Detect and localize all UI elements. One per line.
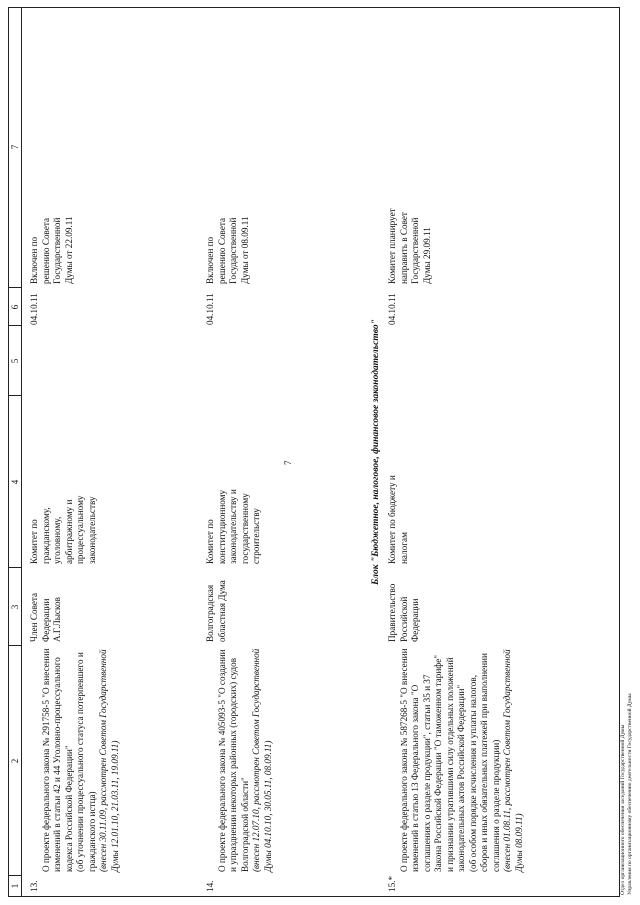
review-date: 04.10.11 — [205, 293, 215, 325]
bill-note: (внесен 30.11.09, рассмотрен Советом Государственной Думы 12.01.10, 21.03.11, 19.09.11) — [98, 649, 120, 872]
bill-title — [205, 648, 274, 872]
responsible-committee: Комитет по гражданскому, уголовному, арбитражному и процессуальному законодательству — [29, 495, 97, 564]
column-divider — [9, 325, 21, 326]
page-number: 7 — [283, 460, 293, 465]
column-divider — [9, 287, 21, 288]
column-divider — [9, 395, 21, 396]
column-header-1: 1 — [10, 883, 20, 889]
bill-title-text: О проекте федерального закона № 587268-5 "О внесении изменений в статью 13 Федерального закона "О соглашениях о разделе продукции", статьи 35 и 37 Закона Российской Федерации "О таможенном тарифе" и признании утратившими силу отдельных положений законодательных актов Российской Федерации" (об особом порядке исчисления и уплаты налогов, сборов и иных обязательных платежей при выполнении соглашения о разделе продукции) — [398, 648, 501, 872]
column-header-2: 2 — [10, 758, 20, 764]
column-header-7: 7 — [10, 144, 20, 150]
review-date: 04.10.11 — [387, 293, 397, 325]
row-number: 15.* — [387, 875, 397, 892]
status-note: Комитет планирует направить в Совет Государственной Думы 29.09.11 — [387, 208, 432, 284]
responsible-committee: Комитет по конституционному законодательству и государственному строительству — [205, 489, 261, 564]
bill-note: (внесен 01.08.11, рассмотрен Советом Государственной Думы 08.09.11) — [502, 649, 524, 872]
column-divider — [9, 645, 21, 646]
column-header-3: 3 — [10, 604, 20, 610]
bill-title-text: О проекте федерального закона № 291758-5 "О внесении изменений в статьи 42 и 44 Уголовно-процессуального кодекса Российской Федерации" (об уточнении процессуального статуса потерпевшего и гражданского истца) — [40, 648, 97, 872]
bill-author: Правительство Российской Федерации — [387, 583, 420, 642]
review-date: 04.10.11 — [29, 293, 39, 325]
bill-title-text: О проекте федерального закона № 405093-5 "О создании и упразднении некоторых районных (городских) судов Волгоградской области" — [216, 649, 250, 872]
column-header-6: 6 — [10, 304, 20, 310]
status-note: Включен по решению Совета Государственной Думы от 08.09.11 — [205, 216, 250, 284]
bill-author: Член Совета Федерации А.Г.Лысков — [29, 592, 62, 642]
column-divider — [9, 875, 21, 876]
row-number: 13. — [29, 880, 39, 892]
table-header-row — [9, 8, 22, 896]
row-number: 14. — [205, 880, 215, 892]
column-divider — [9, 567, 21, 568]
responsible-committee: Комитет по бюджету и налогам — [387, 475, 409, 564]
bill-title — [29, 648, 121, 872]
footer-department — [620, 693, 634, 895]
status-note: Включен по решению Совета Государственной Думы от 22.09.11 — [29, 216, 74, 284]
footer-line-1: Отдел организационного обеспечения заседаний Государственной Думы — [620, 724, 626, 895]
section-block-title: Блок "Бюджетное, налоговое, финансовое законодательство" — [371, 319, 381, 585]
column-header-4: 4 — [10, 479, 20, 485]
bill-title — [387, 648, 525, 872]
bill-author: Волгоградская областная Дума — [205, 580, 227, 642]
footer-line-2: Управления по организационному обеспечению деятельности Государственной Думы — [627, 693, 633, 895]
agenda-table — [8, 7, 620, 897]
column-header-5: 5 — [10, 358, 20, 364]
bill-note: (внесен 12.07.10, рассмотрен Советом Государственной Думы 04.10.10, 30.05.11, 08.09.11) — [251, 648, 273, 872]
